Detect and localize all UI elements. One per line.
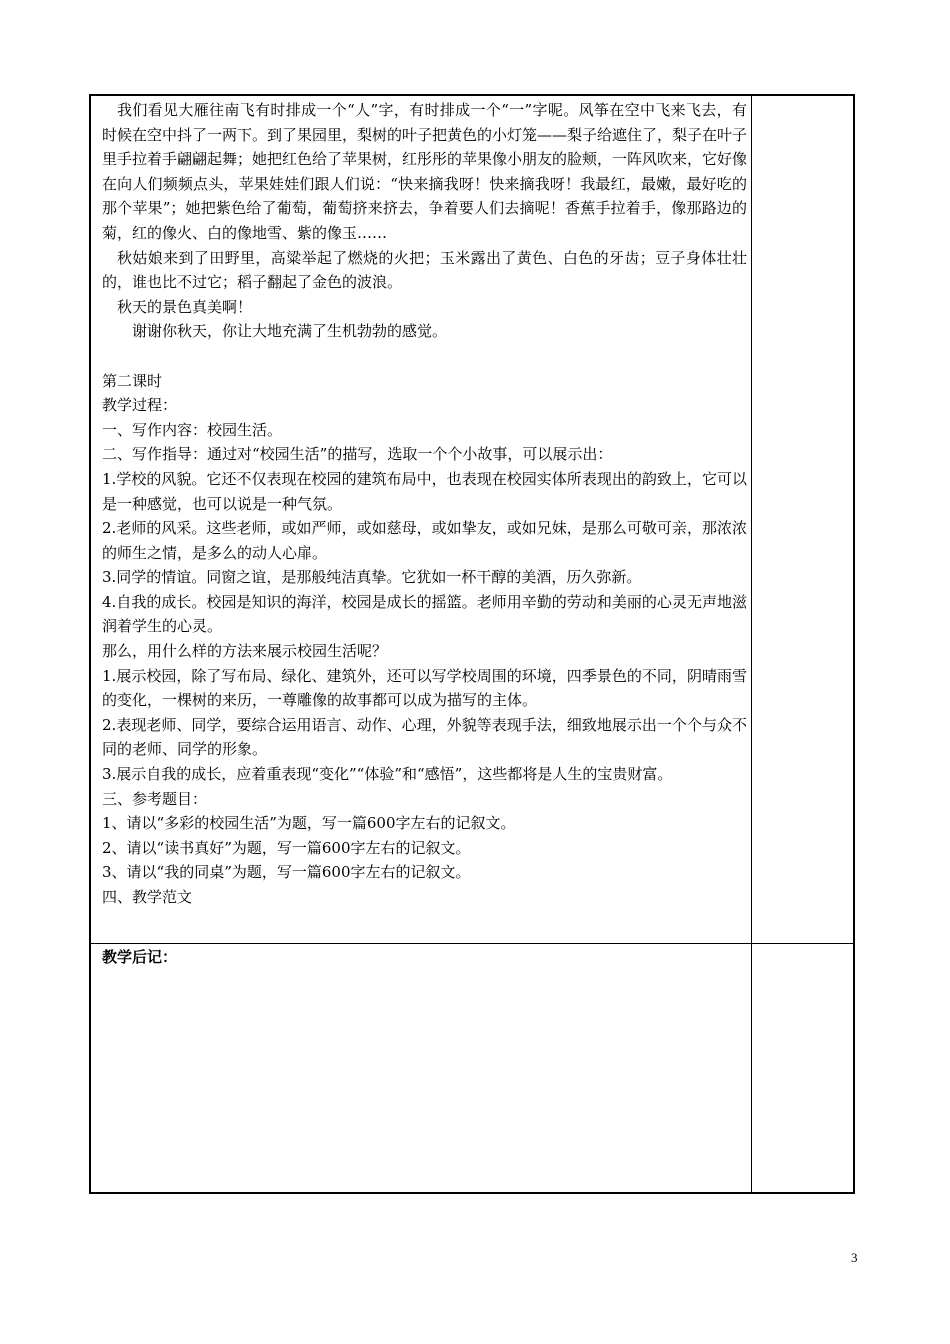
guidance-item-2: 2.老师的风采。这些老师，或如严师，或如慈母，或如挚友，或如兄妹，是那么可敬可亲，那浓浓的师生之情，是多么的动人心扉。 — [102, 519, 747, 562]
guidance-item-3: 3.同学的情谊。同窗之谊，是那般纯洁真挚。它犹如一杯干醇的美酒，历久弥新。 — [102, 568, 642, 587]
method-question: 那么，用什么样的方法来展示校园生活呢？ — [102, 642, 388, 661]
column-divider — [751, 96, 752, 1192]
lesson-table — [89, 94, 855, 1194]
topic-item-3: 3、请以“我的同桌”为题，写一篇600字左右的记叙文。 — [102, 863, 471, 882]
topic-item-1: 1、请以“多彩的校园生活”为题，写一篇600字左右的记叙文。 — [102, 814, 516, 833]
method-item-1: 1.展示校园，除了写布局、绿化、建筑外，还可以写学校周围的环境，四季景色的不同，阴晴雨雪的变化，一棵树的来历，一尊雕像的故事都可以成为描写的主体。 — [102, 666, 747, 710]
blank-line — [102, 344, 747, 369]
teaching-process-heading: 教学过程： — [102, 396, 178, 415]
model-essay-heading: 四、教学范文 — [102, 888, 193, 906]
guidance-item-4: 4.自我的成长。校园是知识的海洋，校园是成长的摇篮。老师用辛勤的劳动和美丽的心灵无声地滋润着学生的心灵。 — [102, 592, 747, 636]
reference-topics-heading: 三、参考题目： — [102, 789, 208, 808]
paragraph-autumn-fruit: 我们看见大雁往南飞有时排成一个“人”字，有时排成一个“一”字呢。风筝在空中飞来飞去，有时候在空中抖了一两下。到了果园里，梨树的叶子把黄色的小灯笼——梨子给遮住了，梨子在叶子里手拉着手翩翩起舞；她把红色给了苹果树，红彤彤的苹果像小朋友的脸颊，一阵风吹来，它好像在向人们频频点头，苹果娃娃们跟人们说：“快来摘我呀！快来摘我呀！我最红，最嫩，最好吃的那个苹果”；她把紫色给了葡萄，葡萄挤来挤去，争着要人们去摘呢！香蕉手拉着手，像那路边的菊，红的像火、白的像地雪、紫的像玉…… — [102, 101, 748, 242]
paragraph-autumn-beauty: 秋天的景色真美啊！ — [117, 297, 253, 316]
afterword-label: 教学后记： — [102, 948, 178, 966]
paragraph-autumn-field: 秋姑娘来到了田野里，高粱举起了燃烧的火把；玉米露出了黄色、白色的牙齿；豆子身体壮壮的，谁也比不过它；稻子翻起了金色的波浪。 — [102, 248, 747, 292]
row-divider — [91, 943, 853, 944]
section-heading-second-lesson: 第二课时 — [102, 371, 163, 390]
method-item-2: 2.表现老师、同学，要综合运用语言、动作、心理，外貌等表现手法，细致地展示出一个个与众不同的老师、同学的形象。 — [102, 715, 747, 759]
lesson-content — [102, 98, 747, 910]
writing-guidance: 二、写作指导：通过对“校园生活”的描写，选取一个个小故事，可以展示出： — [102, 445, 613, 464]
method-item-3: 3.展示自我的成长，应着重表现“变化”“体验”和“感悟”，这些都将是人生的宝贵财富。 — [102, 765, 673, 784]
page-number: 3 — [851, 1250, 858, 1265]
topic-item-2: 2、请以“读书真好”为题，写一篇600字左右的记叙文。 — [102, 838, 471, 857]
paragraph-thanks-autumn: 谢谢你秋天，你让大地充满了生机勃勃的感觉。 — [132, 322, 448, 341]
guidance-item-1: 1.学校的风貌。它还不仅表现在校园的建筑布局中，也表现在校园实体所表现出的韵致上，它可以是一种感觉，也可以说是一种气氛。 — [102, 469, 747, 513]
writing-content: 一、写作内容：校园生活。 — [102, 420, 283, 439]
